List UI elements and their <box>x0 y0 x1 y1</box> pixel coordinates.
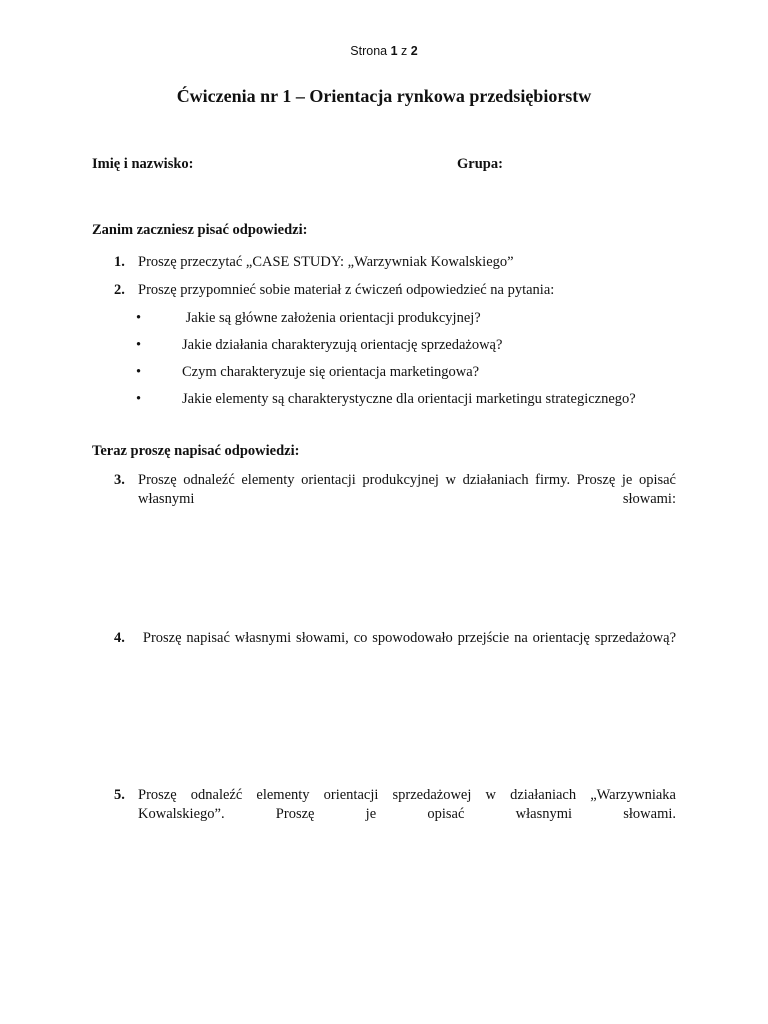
page-number-header <box>0 44 768 58</box>
task-item-5 <box>114 786 676 843</box>
instruction-item-2 <box>114 281 676 300</box>
bullet-dot: • <box>136 364 142 380</box>
item-text: Proszę odnaleźć elementy orientacji sprzedażowej w działaniach „Warzywniaka Kowalskiego”. Proszę je opisać własnymi słowami. <box>138 787 676 822</box>
document-title: Ćwiczenia nr 1 – Orientacja rynkowa przedsiębiorstw <box>176 86 592 106</box>
bullet-dot: • <box>136 391 142 407</box>
task-item-4 <box>114 629 676 667</box>
item-number: 4. <box>114 630 125 646</box>
item-number: 1. <box>114 254 125 270</box>
total-pages: 2 <box>410 44 418 58</box>
item-number: 5. <box>114 787 125 803</box>
item-text: Proszę przypomnieć sobie materiał z ćwiczeń odpowiedzieć na pytania: <box>138 282 555 298</box>
bullet-dot: • <box>136 310 142 326</box>
instruction-item-1 <box>114 253 676 272</box>
section-heading-answers: Teraz proszę napisać odpowiedzi: <box>92 443 300 459</box>
page-prefix: Strona <box>350 44 388 58</box>
task-item-3 <box>114 471 676 528</box>
bullet-text: Jakie są główne założenia orientacji produkcyjnej? <box>182 310 481 326</box>
bullet-text: Jakie działania charakteryzują orientację sprzedażową? <box>182 337 503 353</box>
item-text: Proszę przeczytać „CASE STUDY: „Warzywniak Kowalskiego” <box>138 254 514 270</box>
item-text: Proszę napisać własnymi słowami, co spowodowało przejście na orientację sprzedażową? <box>138 630 676 646</box>
name-field-label: Imię i nazwisko: <box>92 156 194 172</box>
bullet-dot: • <box>136 337 142 353</box>
group-field-label: Grupa: <box>457 156 503 172</box>
item-text: Proszę odnaleźć elementy orientacji produkcyjnej w działaniach firmy. Proszę je opisać własnymi słowami: <box>138 472 676 507</box>
page-separator: z <box>401 44 408 58</box>
bullet-text: Czym charakteryzuje się orientacja marketingowa? <box>182 364 480 380</box>
item-number: 3. <box>114 472 125 488</box>
item-number: 2. <box>114 282 125 298</box>
bullet-text: Jakie elementy są charakterystyczne dla orientacji marketingu strategicznego? <box>182 391 636 407</box>
section-heading-before: Zanim zaczniesz pisać odpowiedzi: <box>92 222 308 238</box>
current-page: 1 <box>390 44 398 58</box>
